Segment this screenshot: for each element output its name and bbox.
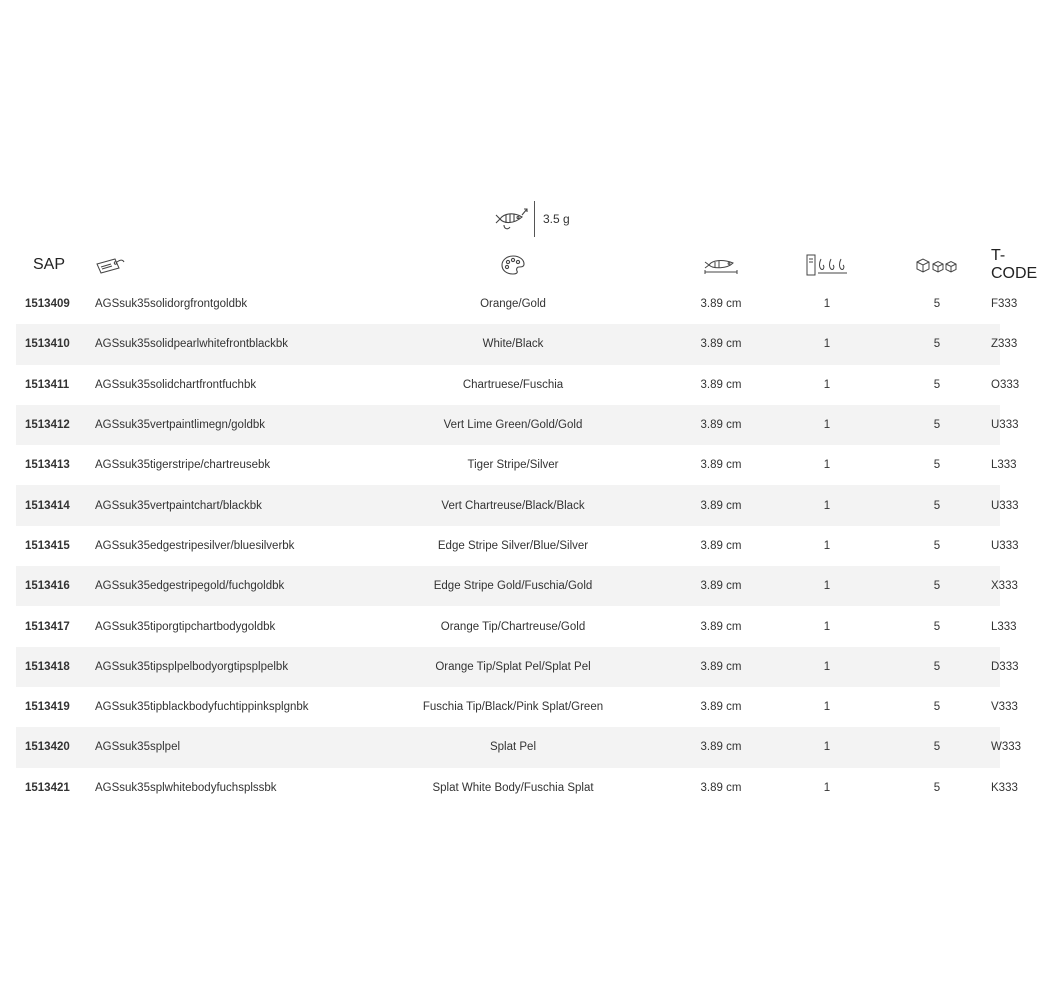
cell-reference: AGSsuk35splpel [95, 727, 355, 767]
cell-sap: 1513409 [25, 298, 70, 311]
cell-color: Orange Tip/Splat Pel/Splat Pel [355, 647, 671, 687]
table-row [16, 687, 1000, 727]
cell-color: Fuschia Tip/Black/Pink Splat/Green [422, 701, 604, 714]
cell-length: 3.89 cm [671, 324, 771, 364]
table-body [16, 284, 1022, 808]
cell-reference: AGSsuk35vertpaintchart/blackbk [95, 485, 355, 525]
cell-sap: 1513418 [16, 647, 95, 687]
cell-length: 3.89 cm [671, 727, 771, 767]
table-row [16, 485, 1000, 525]
cell-sap: 1513417 [25, 620, 70, 633]
cell-length: 3.89 cm [700, 298, 742, 311]
cell-box: 5 [883, 647, 991, 687]
cell-color: Orange/Gold [480, 298, 546, 311]
header-sap: SAP [33, 256, 66, 273]
cell-color: Splat Pel [355, 727, 671, 767]
cell-color: Splat White Body/Fuschia Splat [432, 781, 594, 794]
cell-tcode: L333 [991, 620, 1017, 633]
table-row [16, 606, 1000, 646]
table-row [16, 647, 1000, 687]
cell-sap: 1513412 [16, 405, 95, 445]
cell-hooks: 1 [771, 324, 883, 364]
cell-color: Chartruese/Fuschia [462, 378, 564, 391]
price-tag-icon [95, 256, 125, 274]
cell-box: 5 [883, 324, 991, 364]
cell-tcode: V333 [991, 701, 1018, 714]
table-row [16, 727, 1000, 767]
cell-color: Edge Stripe Silver/Blue/Silver [437, 539, 589, 552]
header-hooks [771, 246, 883, 284]
cell-color: Vert Chartreuse/Black/Black [355, 485, 671, 525]
product-spec-table [16, 246, 1037, 808]
cell-reference: AGSsuk35solidchartfrontfuchbk [95, 378, 257, 391]
table-row [16, 566, 1000, 606]
lure-length-icon [703, 255, 739, 275]
cell-box: 5 [933, 539, 941, 552]
table-row [16, 768, 1000, 808]
cell-box: 5 [933, 298, 941, 311]
cell-box: 5 [883, 727, 991, 767]
cell-color: White/Black [355, 324, 671, 364]
cell-color: Vert Lime Green/Gold/Gold [355, 405, 671, 445]
cell-tcode: L333 [991, 459, 1017, 472]
cell-reference: AGSsuk35splwhitebodyfuchsplssbk [95, 781, 277, 794]
cell-sap: 1513421 [25, 781, 70, 794]
cell-tcode: F333 [991, 298, 1018, 311]
cell-hooks: 1 [771, 405, 883, 445]
table-row [16, 284, 1000, 324]
table-row [16, 405, 1000, 445]
cell-hooks: 1 [823, 781, 831, 794]
table-row [16, 445, 1000, 485]
cell-box: 5 [933, 459, 941, 472]
cell-hooks: 1 [823, 701, 831, 714]
cell-reference: AGSsuk35tiporgtipchartbodygoldbk [95, 620, 276, 633]
cell-tcode: U333 [991, 485, 1000, 525]
header-reference [95, 246, 355, 284]
cell-length: 3.89 cm [700, 459, 742, 472]
cell-reference: AGSsuk35edgestripegold/fuchgoldbk [95, 566, 355, 606]
cell-hooks: 1 [823, 298, 831, 311]
table-row [16, 365, 1000, 405]
cell-tcode: W333 [991, 727, 1000, 767]
weight-value: 3.5 g [543, 212, 570, 226]
cell-tcode: D333 [991, 647, 1000, 687]
cell-tcode: U333 [991, 539, 1019, 552]
cell-hooks: 1 [771, 727, 883, 767]
cell-reference: AGSsuk35tipblackbodyfuchtippinksplgnbk [95, 701, 309, 714]
cell-reference: AGSsuk35solidpearlwhitefrontblackbk [95, 324, 355, 364]
cell-length: 3.89 cm [700, 620, 742, 633]
cell-hooks: 1 [823, 539, 831, 552]
cell-color: Tiger Stripe/Silver [467, 459, 559, 472]
cell-box: 5 [933, 781, 941, 794]
cell-box: 5 [883, 566, 991, 606]
cell-hooks: 1 [823, 459, 831, 472]
cell-color: Orange Tip/Chartreuse/Gold [440, 620, 586, 633]
header-color [355, 246, 671, 284]
cell-hooks: 1 [823, 620, 831, 633]
weight-indicator [494, 200, 570, 238]
cell-sap: 1513420 [16, 727, 95, 767]
cell-box: 5 [933, 701, 941, 714]
cell-reference: AGSsuk35edgestripesilver/bluesilverbk [95, 539, 295, 552]
cell-reference: AGSsuk35tipsplpelbodyorgtipsplpelbk [95, 647, 355, 687]
cell-length: 3.89 cm [700, 539, 742, 552]
cell-color: Edge Stripe Gold/Fuschia/Gold [355, 566, 671, 606]
cell-reference: AGSsuk35vertpaintlimegn/goldbk [95, 405, 355, 445]
cell-box: 5 [933, 378, 941, 391]
cell-length: 3.89 cm [671, 405, 771, 445]
cell-sap: 1513419 [25, 701, 70, 714]
cell-box: 5 [883, 405, 991, 445]
cell-reference: AGSsuk35tigerstripe/chartreusebk [95, 459, 271, 472]
cell-hooks: 1 [771, 647, 883, 687]
cell-sap: 1513411 [25, 378, 70, 391]
cell-hooks: 1 [771, 566, 883, 606]
cell-sap: 1513413 [25, 459, 70, 472]
weight-separator [534, 201, 535, 237]
cell-box: 5 [933, 620, 941, 633]
cell-length: 3.89 cm [671, 566, 771, 606]
header-tcode: T-CODE [991, 247, 1037, 282]
cell-tcode: U333 [991, 405, 1000, 445]
cell-sap: 1513416 [16, 566, 95, 606]
cell-tcode: K333 [991, 781, 1018, 794]
cell-tcode: O333 [991, 378, 1020, 391]
cell-tcode: X333 [991, 566, 1000, 606]
cell-length: 3.89 cm [671, 485, 771, 525]
palette-icon [500, 254, 526, 276]
boxes-icon [914, 256, 960, 274]
header-length [671, 246, 771, 284]
cell-length: 3.89 cm [671, 647, 771, 687]
cell-length: 3.89 cm [700, 781, 742, 794]
table-row [16, 324, 1000, 364]
cell-sap: 1513415 [25, 539, 70, 552]
cell-length: 3.89 cm [700, 378, 742, 391]
table-header-row [16, 246, 1000, 284]
cell-tcode: Z333 [991, 324, 1000, 364]
cell-sap: 1513414 [16, 485, 95, 525]
cell-reference: AGSsuk35solidorgfrontgoldbk [95, 298, 248, 311]
cell-hooks: 1 [823, 378, 831, 391]
cell-length: 3.89 cm [700, 701, 742, 714]
cell-hooks: 1 [771, 485, 883, 525]
table-row [16, 526, 1000, 566]
hooks-icon [805, 253, 849, 277]
cell-sap: 1513410 [16, 324, 95, 364]
header-box [883, 246, 991, 284]
cell-box: 5 [883, 485, 991, 525]
fish-scale-icon [494, 205, 530, 233]
